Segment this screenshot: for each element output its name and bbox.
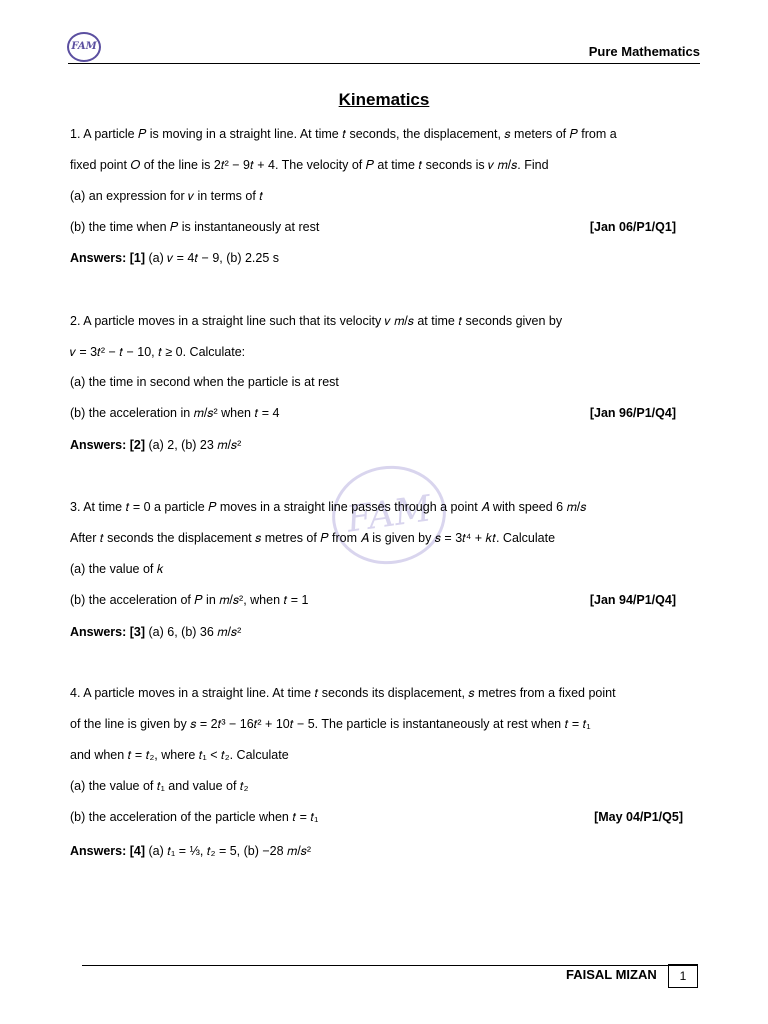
q3-answer-text: (a) 6, (b) 36 𝑚/𝑠²	[148, 625, 242, 639]
q2-part-b: (b) the acceleration in 𝑚/𝑠² when 𝑡 = 4	[70, 406, 280, 420]
q4-line-1: 4. A particle moves in a straight line. At time 𝑡 seconds its displacement, 𝑠 metres from a fixed point	[70, 686, 616, 700]
page-number: 1	[668, 964, 698, 988]
q4-part-b: (b) the acceleration of the particle when 𝑡 = 𝑡₁	[70, 810, 319, 824]
q1-line-2: fixed point 𝑂 of the line is 2𝑡² − 9𝑡 + 4. The velocity of 𝑃 at time 𝑡 seconds is 𝑣 𝑚/𝑠. Find	[70, 158, 549, 172]
q1-answer-label: Answers: [1]	[70, 251, 146, 265]
q2-line-2: 𝑣 = 3𝑡² − 𝑡 − 10, 𝑡 ≥ 0. Calculate:	[70, 345, 246, 359]
header-rule	[68, 63, 700, 64]
q2-part-b-row	[70, 406, 676, 421]
q3-part-b-row	[70, 593, 676, 608]
q2-reference: [Jan 96/P1/Q4]	[589, 406, 676, 420]
footer-rule	[82, 965, 697, 966]
q3-line-1: 3. At time 𝑡 = 0 a particle 𝑃 moves in a straight line passes through a point 𝐴 with speed 6 𝑚/𝑠	[70, 500, 587, 514]
q1-part-a: (a) an expression for 𝑣 in terms of 𝑡	[70, 189, 264, 203]
header-title: Pure Mathematics	[588, 44, 700, 59]
q4-answer-text: (a) 𝑡₁ = ⅓, 𝑡₂ = 5, (b) −28 𝑚/𝑠²	[148, 844, 311, 858]
fam-logo: FAM	[67, 32, 101, 62]
q2-answers	[70, 438, 676, 453]
q2-answer-text: (a) 2, (b) 23 𝑚/𝑠²	[148, 438, 242, 452]
q1-part-b: (b) the time when 𝑃 is instantaneously at rest	[70, 220, 320, 234]
q3-part-b: (b) the acceleration of 𝑃 in 𝑚/𝑠², when 𝑡 = 1	[70, 593, 309, 607]
q1-part-b-row	[70, 220, 676, 235]
page-title: Kinematics	[338, 90, 430, 109]
q4-line-2: of the line is given by 𝑠 = 2𝑡³ − 16𝑡² + 10𝑡 − 5. The particle is instantaneously at rest when 𝑡 = 𝑡₁	[70, 717, 591, 731]
q1-line-1: 1. A particle 𝑃 is moving in a straight line. At time 𝑡 seconds, the displacement, 𝑠 meters of 𝑃 from a	[70, 127, 617, 141]
q1-reference: [Jan 06/P1/Q1]	[589, 220, 676, 234]
q2-line-1: 2. A particle moves in a straight line such that its velocity 𝑣 𝑚/𝑠 at time 𝑡 seconds given by	[70, 314, 563, 328]
q2-answer-label: Answers: [2]	[70, 438, 146, 452]
q3-reference: [Jan 94/P1/Q4]	[589, 593, 676, 607]
q3-line-2: After 𝑡 seconds the displacement 𝑠 metres of 𝑃 from 𝐴 is given by 𝑠 = 3𝑡⁴ + 𝑘𝑡. Calculate	[70, 531, 556, 545]
q4-part-a: (a) the value of 𝑡₁ and value of 𝑡₂	[70, 779, 249, 793]
q2-part-a: (a) the time in second when the particle is at rest	[70, 375, 339, 389]
q4-part-b-row	[70, 810, 683, 825]
q1-answer-text: (a) 𝑣 = 4𝑡 − 9, (b) 2.25 s	[148, 251, 280, 265]
q3-answer-label: Answers: [3]	[70, 625, 146, 639]
fam-watermark: FAM	[326, 459, 453, 572]
q4-answers	[70, 844, 676, 859]
q4-line-3: and when 𝑡 = 𝑡₂, where 𝑡₁ < 𝑡₂. Calculate	[70, 748, 289, 762]
q1-answers	[70, 251, 676, 266]
q4-answer-label: Answers: [4]	[70, 844, 146, 858]
footer-author: FAISAL MIZAN	[566, 967, 657, 982]
q3-part-a: (a) the value of 𝑘	[70, 562, 164, 576]
q4-reference: [May 04/P1/Q5]	[594, 810, 683, 824]
q3-answers	[70, 625, 676, 640]
